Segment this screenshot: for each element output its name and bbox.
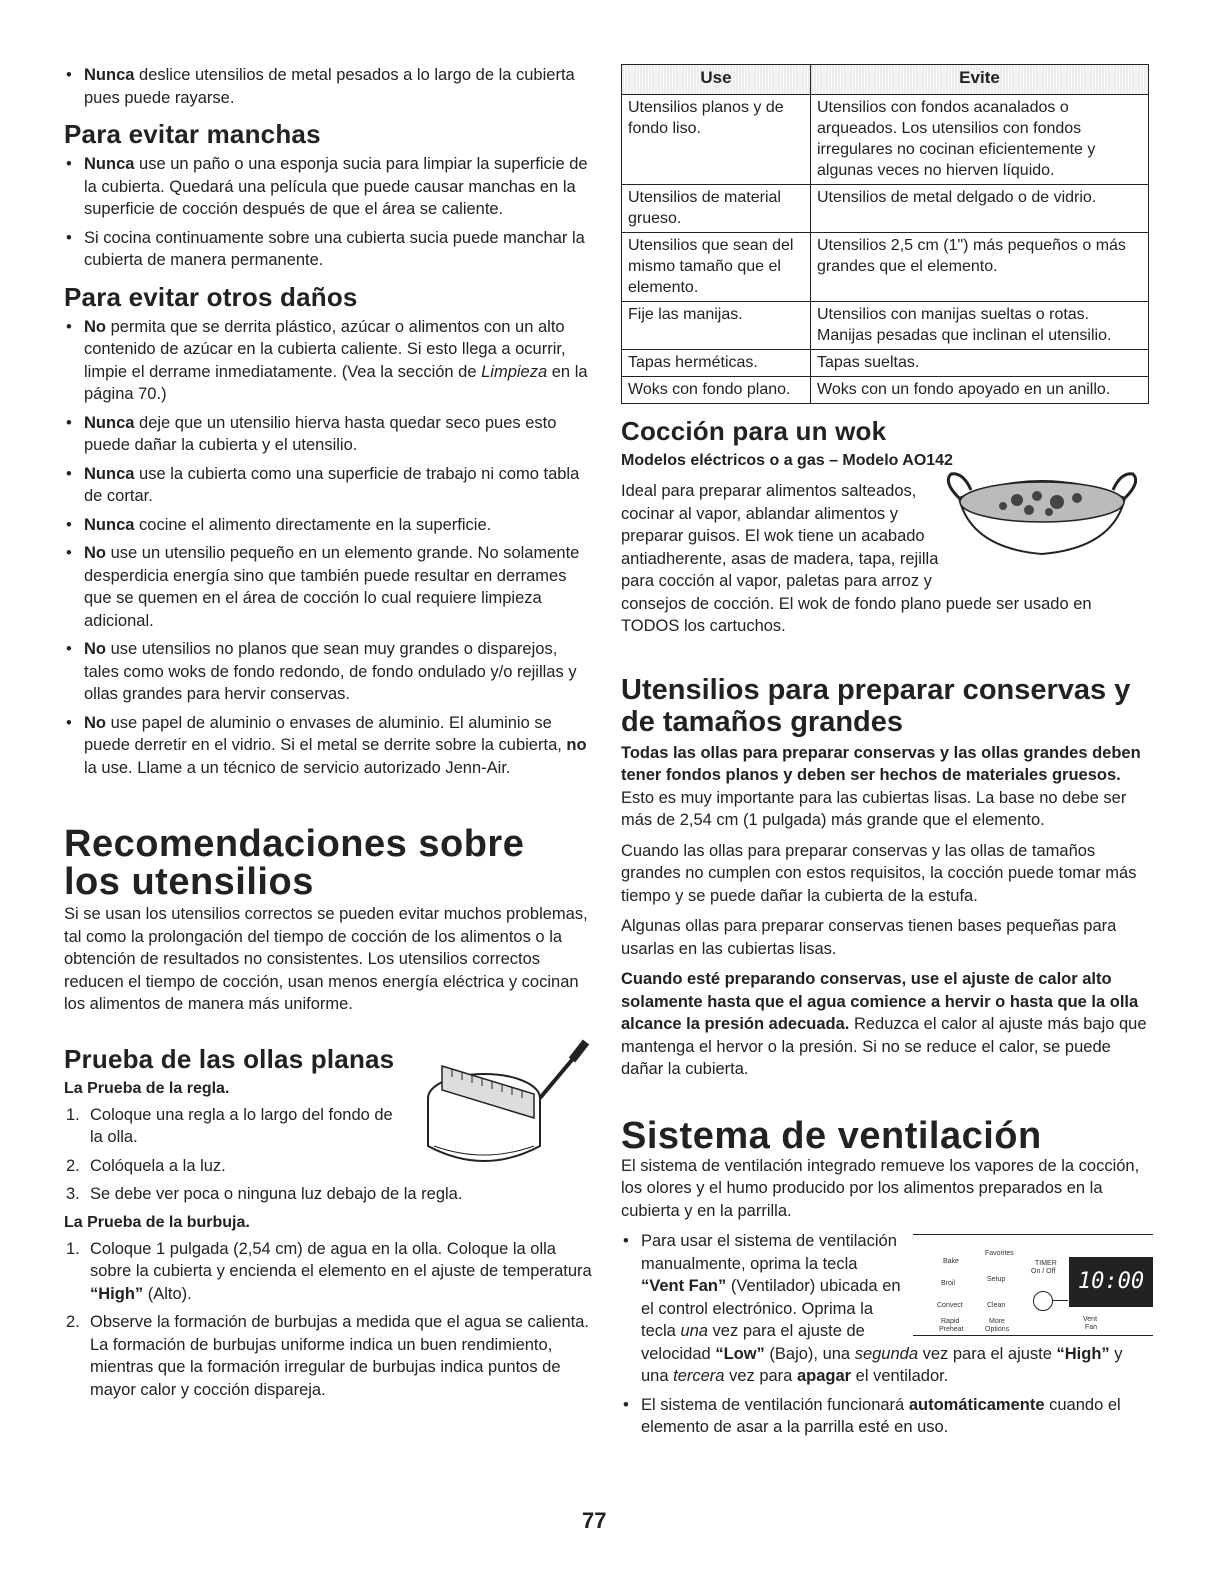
regla-title: La Prueba de la regla. <box>64 1079 230 1097</box>
list-item: • Nunca use la cubierta como una superficie de trabajo ni como tabla de cortar. <box>64 463 592 508</box>
list-item: • No use un utensilio pequeño en un elemento grande. No solamente desperdicia energía sino que también puede resultar en derrames que se quemen en el área de cocción lo cual requiere limpieza adicional. <box>64 542 592 632</box>
list-item: 2. Observe la formación de burbujas a medida que el agua se calienta. La formación de burbujas uniforme indica un buen rendimiento, mientras que la formación irregular de burbujas indica puntos de mayor calor y cocción dispareja. <box>66 1313 589 1399</box>
table-row: Utensilios que sean del mismo tamaño que el elemento. Utensilios 2,5 cm (1") más pequeños o más grandes que el elemento. <box>622 233 1149 302</box>
wok-text: Ideal para preparar alimentos salteados, cocinar al vapor, ablandar alimentos y preparar guisos. El wok tiene un acabado antiadherente, asas de madera, tapa, rejilla para cocción al vapor, paletas para arroz y consejos de cocción. El wok de fondo plano puede ser usado en TODOS los cartuchos. <box>621 482 1092 635</box>
list-item: • Nunca use un paño o una esponja sucia para limpiar la superficie de la cubierta. Quedará una película que puede causar manchas en la superficie de cocción después de que el área se caliente. <box>64 153 592 221</box>
section-title-conservas-1: Utensilios para preparar conservas y <box>621 673 1131 706</box>
section-title-ventilacion: Sistema de ventilación <box>621 1114 1042 1157</box>
list-item: • No use papel de aluminio o envases de aluminio. El aluminio se puede derretir en el vidrio. Si el metal se derrite sobre la cubierta, no la use. Llame a un técnico de servicio autorizado Jenn-Air. <box>64 712 592 780</box>
list-item: • No use utensilios no planos que sean muy grandes o disparejos, tales como woks de fondo redondo, de fondo ondulado y/o rejillas y ollas grandes para hervir conservas. <box>64 638 592 706</box>
burbuja-title: La Prueba de la burbuja. <box>64 1213 250 1231</box>
list-item: 2. Colóquela a la luz. <box>66 1156 226 1175</box>
table-row: Woks con fondo plano. Woks con un fondo apoyado en un anillo. <box>622 377 1149 404</box>
list-item: • Nunca cocine el alimento directamente en la superficie. <box>64 514 592 537</box>
section-title-recomendaciones-2: los utensilios <box>64 861 314 903</box>
list-item: • Para usar el sistema de ventilación manualmente, oprima la tecla “Vent Fan” (Ventilador) ubicada en el control electrónico. Oprima la tecla una vez para el ajuste de velocidad “Low” (Bajo), una segunda vez para el ajuste “High” y una tercera vez para apagar el ventilador. <box>621 1230 1151 1388</box>
table-row: Utensilios planos y de fondo liso. Utensilios con fondos acanalados o arqueados. Los utensilios con fondos irregulares no cocinan eficientemente y algunas veces no hierven líquido. <box>622 95 1149 185</box>
burbuja-steps <box>64 1238 592 1402</box>
section-title-prueba: Prueba de las ollas planas <box>64 1043 395 1074</box>
wok-subtitle: Modelos eléctricos o a gas – Modelo AO142 <box>621 452 953 469</box>
ventilacion-list <box>621 1230 1151 1439</box>
section-title-danos: Para evitar otros daños <box>64 281 358 312</box>
left-column <box>64 64 592 1407</box>
panel-display: 10:00 <box>1069 1257 1153 1307</box>
list-item: • No permita que se derrita plástico, azúcar o alimentos con un alto contenido de azúcar en la cubierta caliente. Si esto llega a ocurrir, limpie el derrame inmediatamente. (Vea la sección de Limpieza en la página 70.) <box>64 316 592 406</box>
ventilacion-intro: El sistema de ventilación integrado remueve los vapores de la cocción, los olores y el humo producido por los alimentos preparados en la cubierta y en la parrilla. <box>621 1156 1140 1220</box>
section-title-wok: Cocción para un wok <box>621 416 887 446</box>
list-item: • Nunca deslice utensilios de metal pesados a lo largo de la cubierta pues puede rayarse. <box>64 64 592 109</box>
conservas-p1: Todas las ollas para preparar conservas y las ollas grandes deben tener fondos planos y deben ser hechos de materiales gruesos. Esto es muy importante para las cubiertas lisas. La base no debe ser más de 2,54 cm (1 pulgada) más grande que el elemento. <box>621 743 1141 829</box>
control-panel-illustration: Bake Broil Convect Rapid Preheat Favorites Setup Clean More Options TIMER On / Off Vent Fan 10:00 <box>913 1234 1153 1336</box>
list-item: 3. Se debe ver poca o ninguna luz debajo de la regla. <box>66 1185 463 1203</box>
list-item: 1. Coloque una regla a lo largo del fondo de la olla. <box>66 1105 393 1146</box>
intro-list <box>64 64 592 109</box>
section-title-conservas-2: de tamaños grandes <box>621 705 904 738</box>
table-header-avoid: Evite <box>811 65 1149 95</box>
table-header-row <box>622 65 1149 95</box>
table-row: Fije las manijas. Utensilios con manijas sueltas o rotas. Manijas pesadas que inclinan el utensilio. <box>622 302 1149 350</box>
section-title-manchas: Para evitar manchas <box>64 119 321 149</box>
list-item: 1. Coloque 1 pulgada (2,54 cm) de agua en la olla. Coloque la olla sobre la cubierta y encienda el elemento en el ajuste de temperatura “High” (Alto). <box>66 1239 592 1303</box>
table-row: Utensilios de material grueso. Utensilios de metal delgado o de vidrio. <box>622 185 1149 233</box>
conservas-p3: Algunas ollas para preparar conservas tienen bases pequeñas para usarlas en las cubiertas lisas. <box>621 917 1117 958</box>
conservas-p4: Cuando esté preparando conservas, use el ajuste de calor alto solamente hasta que el agua comience a hervir o hasta que la olla alcance la presión adecuada. Reduzca el calor al ajuste más bajo que mantenga el hervor o la presión. Si no se reduce el calor, se puede dañar la cubierta. <box>621 970 1147 1078</box>
table-row: Tapas herméticas. Tapas sueltas. <box>622 350 1149 377</box>
list-item: • El sistema de ventilación funcionará automáticamente cuando el elemento de asar a la parrilla esté en uso. <box>621 1394 1151 1439</box>
page-number: 77 <box>582 1508 607 1533</box>
conservas-p2: Cuando las ollas para preparar conservas y las ollas de tamaños grandes no cumplen con estos requisitos, la cocción puede tomar más tiempo y se puede dañar la cubierta de la estufa. <box>621 841 1137 905</box>
cookware-table <box>621 64 1149 404</box>
right-column <box>621 64 1151 1445</box>
manchas-list <box>64 153 592 272</box>
regla-steps <box>64 1104 404 1149</box>
recomendaciones-text: Si se usan los utensilios correctos se pueden evitar muchos problemas, tal como la prolongación del tiempo de cocción de los alimentos o la obtención de resultados no consistentes. Los utensilios correctos reducen el tiempo de cocción, usan menos energía eléctrica y cocinan los alimentos de manera más uniforme. <box>64 905 588 1013</box>
danos-list <box>64 316 592 780</box>
list-item: • Si cocina continuamente sobre una cubierta sucia puede manchar la cubierta de manera permanente. <box>64 227 592 272</box>
list-item: • Nunca deje que un utensilio hierva hasta quedar seco pues esto puede dañar la cubierta y el utensilio. <box>64 412 592 457</box>
section-title-recomendaciones-1: Recomendaciones sobre <box>64 823 525 865</box>
table-header-use: Use <box>622 65 811 95</box>
